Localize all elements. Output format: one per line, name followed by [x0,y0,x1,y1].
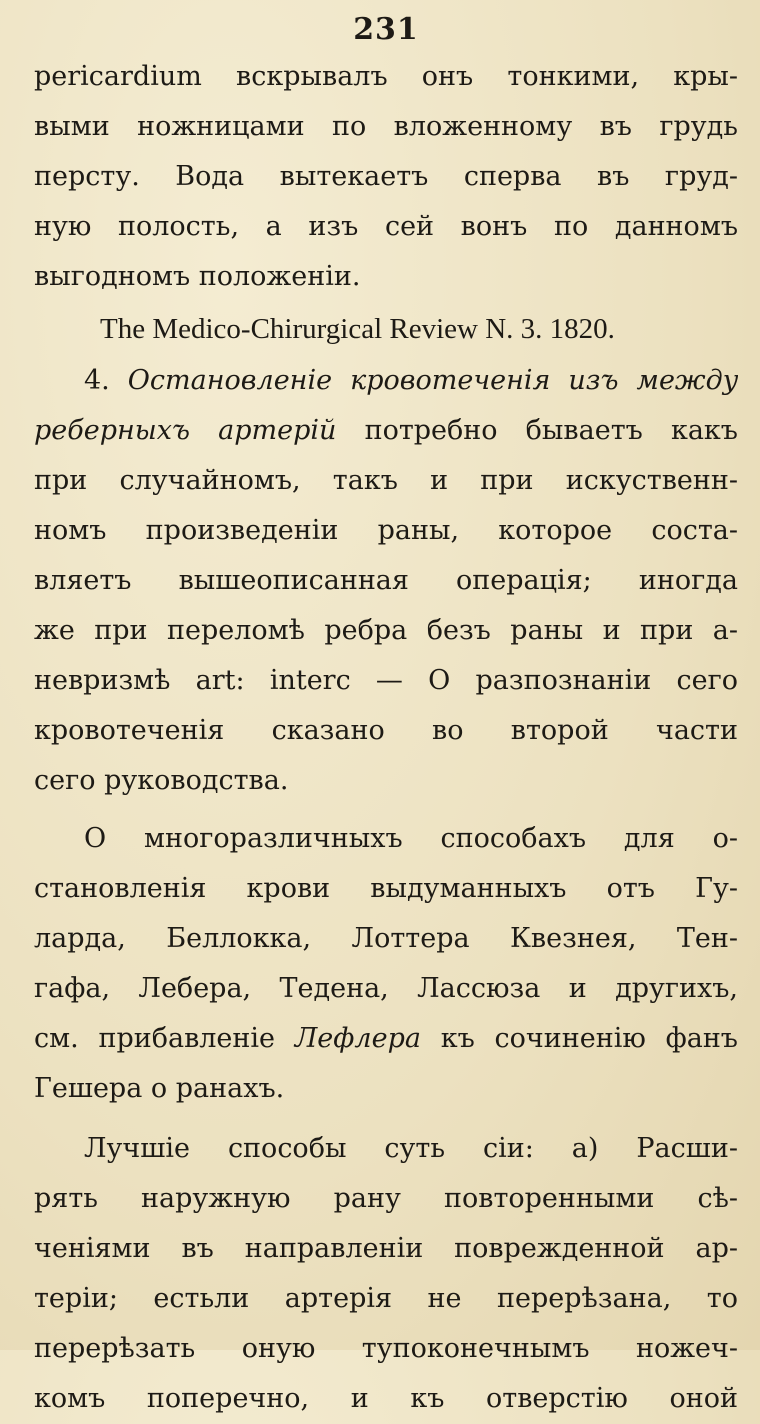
text-line: рять наружную рану повторенными сѣ- [34,1183,738,1214]
paragraph-pericardium [34,52,738,302]
section-number: 4. [84,365,110,396]
text-line: гафа, Лебера, Тедена, Лассюза и другихъ, [34,973,738,1004]
source-citation: The Medico-Chirurgical Review N. 3. 1820. [100,313,615,345]
text-line: перерѣзать оную тупоконечнымъ ножеч- [34,1333,738,1364]
section-title: Остановленіе кровотеченія изъ междy [127,365,738,396]
text-line: персту. Вода вытекаетъ сперва въ груд- [34,161,738,192]
text-line: сего руководства. [34,765,289,796]
section-title-cont: реберныхъ артерій [34,415,337,446]
text-line: комъ поперечно, и къ отверстію оной [34,1383,738,1414]
text-line: Лучшіе способы суть сіи: а) Расши- [84,1133,738,1164]
text-line: кровотеченія сказано во второй части [34,715,738,746]
text-line: О многоразличныхъ способахъ для о- [84,823,738,854]
text-line [34,1014,738,1064]
paragraph-methods [34,814,738,1114]
text-line: ларда, Беллокка, Лоттера Квезнея, Тен- [34,923,738,954]
page-number: 231 [353,12,419,47]
text-line: номъ произведеніи раны, которое соста- [34,515,738,546]
text-line: выми ножницами по вложенному въ грудь [34,111,738,142]
text-line: теріи; естьли артерія не перерѣзана, то [34,1283,738,1314]
text-line: вляетъ вышеописанная операція; иногда [34,565,738,596]
text-fragment: потребно бываетъ какъ [336,415,738,446]
text-line: выгодномъ положеніи. [34,261,361,292]
text-line: ченіями въ направленіи поврежденной ар- [34,1233,738,1264]
text-line: Гешера о ранахъ. [34,1073,285,1104]
text-line: невризмѣ art: interc — О разпознаніи сего [34,665,738,696]
text-line [34,406,738,456]
text-line: же при переломѣ ребра безъ раны и при а- [34,615,738,646]
author-name: Лефлера [294,1023,421,1054]
text-fragment: см. прибавленіе [34,1023,295,1054]
text-line: становленія крови выдуманныхъ отъ Гу- [34,873,738,904]
paragraph-best-methods [34,1124,738,1424]
text-line: при случайномъ, такъ и при искуственн- [34,465,738,496]
section-4-heading-line [34,356,738,406]
text-line: pericardium вскрывалъ онъ тонкими, кры- [34,61,738,92]
section-4 [34,356,738,806]
text-line: ную полость, а изъ сей вонъ по данномъ [34,211,738,242]
text-fragment: къ сочиненію фанъ [420,1023,738,1054]
